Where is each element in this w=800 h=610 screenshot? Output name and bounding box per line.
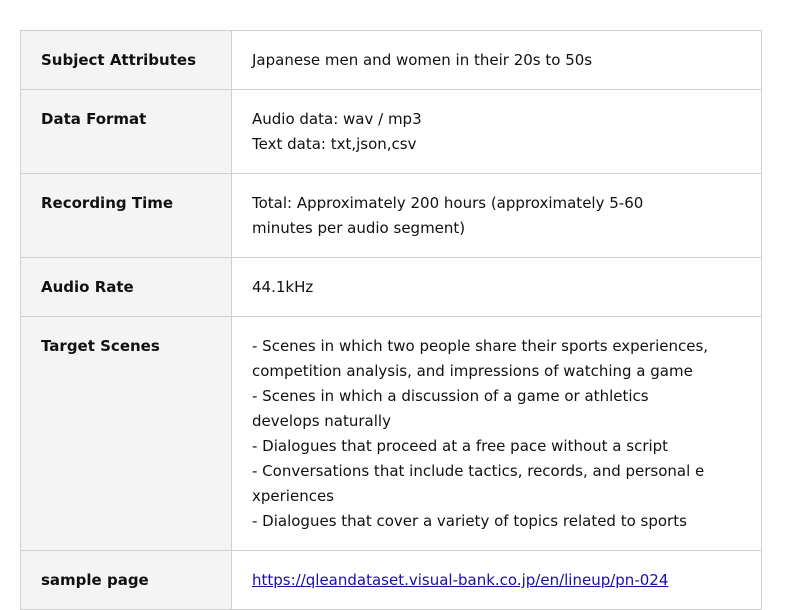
row-label: Data Format bbox=[21, 90, 232, 174]
value-line: - Conversations that include tactics, records, and personal e bbox=[252, 462, 705, 480]
row-value bbox=[232, 31, 762, 90]
table-row bbox=[21, 31, 762, 90]
row-label: Target Scenes bbox=[21, 317, 232, 551]
row-label: Subject Attributes bbox=[21, 31, 232, 90]
value-line: competition analysis, and impressions of watching a game bbox=[252, 362, 693, 380]
value-line: xperiences bbox=[252, 487, 334, 505]
table-row bbox=[21, 90, 762, 174]
row-value bbox=[232, 551, 762, 610]
value-line: develops naturally bbox=[252, 412, 391, 430]
value-line: minutes per audio segment) bbox=[252, 219, 466, 237]
row-label: Recording Time bbox=[21, 174, 232, 258]
value-line: 44.1kHz bbox=[252, 278, 314, 296]
row-label: sample page bbox=[21, 551, 232, 610]
value-line: Audio data: wav / mp3 bbox=[252, 110, 422, 128]
row-value bbox=[232, 317, 762, 551]
value-line: - Scenes in which a discussion of a game or athletics bbox=[252, 387, 649, 405]
table-row bbox=[21, 551, 762, 610]
value-line: Japanese men and women in their 20s to 50s bbox=[252, 51, 593, 69]
value-line: Text data: txt,json,csv bbox=[252, 135, 417, 153]
row-value bbox=[232, 174, 762, 258]
row-value bbox=[232, 90, 762, 174]
spec-table bbox=[20, 30, 762, 610]
value-line: - Scenes in which two people share their sports experiences, bbox=[252, 337, 709, 355]
table-row bbox=[21, 258, 762, 317]
row-label: Audio Rate bbox=[21, 258, 232, 317]
table-row bbox=[21, 317, 762, 551]
value-line: - Dialogues that cover a variety of topics related to sports bbox=[252, 512, 687, 530]
sample-page-link[interactable]: https://qleandataset.visual-bank.co.jp/en/lineup/pn-024 bbox=[252, 571, 669, 589]
row-value bbox=[232, 258, 762, 317]
value-line: Total: Approximately 200 hours (approximately 5-60 bbox=[252, 194, 644, 212]
table-row bbox=[21, 174, 762, 258]
value-line: - Dialogues that proceed at a free pace without a script bbox=[252, 437, 669, 455]
